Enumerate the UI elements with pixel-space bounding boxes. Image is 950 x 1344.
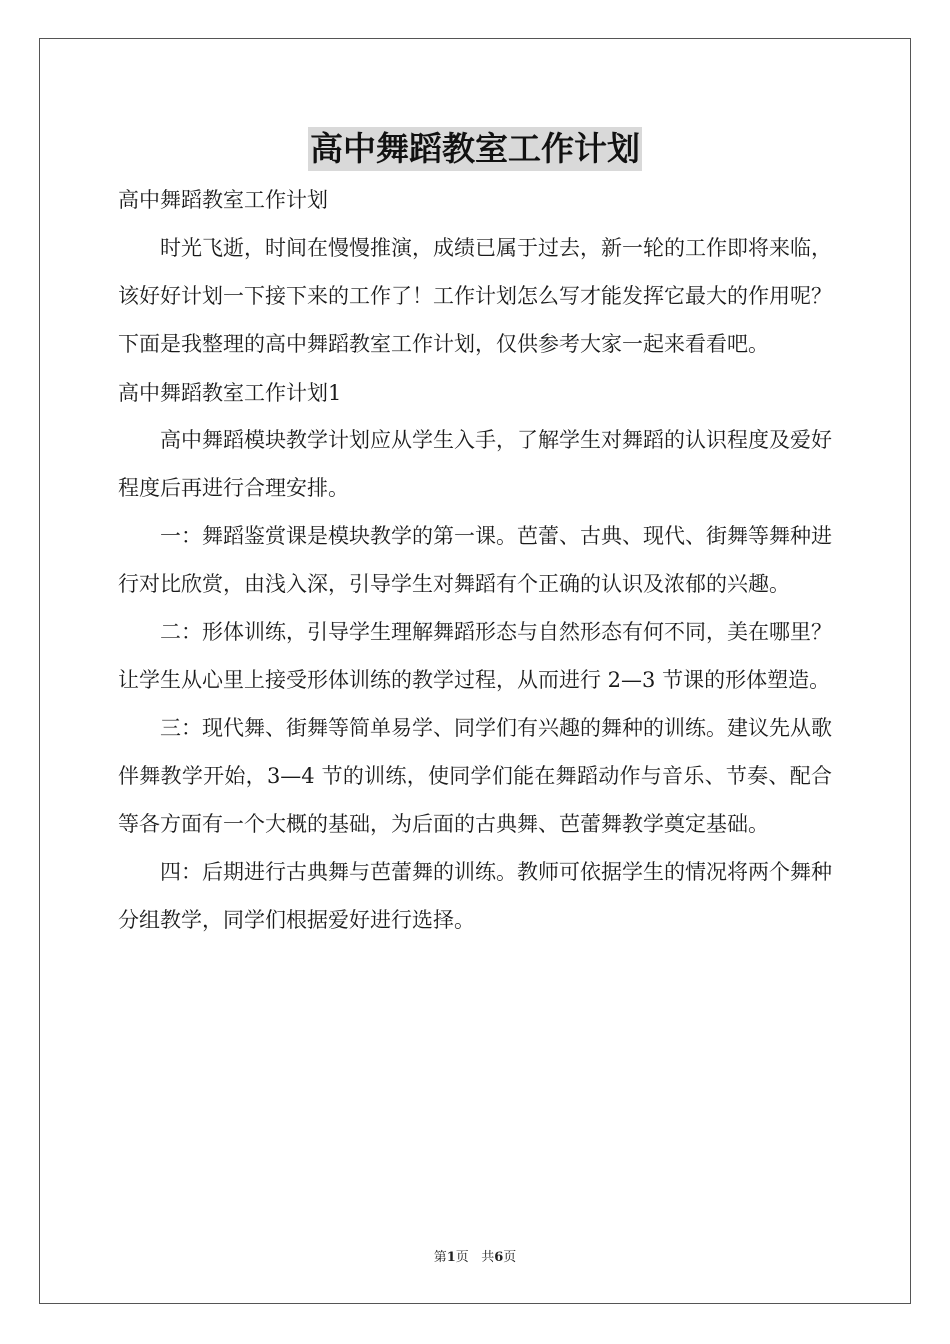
page-total: 6: [494, 1250, 504, 1265]
paragraph-step-3: 三：现代舞、街舞等简单易学、同学们有兴趣的舞种的训练。建议先从歌伴舞教学开始，3—4 节的训练，使同学们能在舞蹈动作与音乐、节奏、配合等各方面有一个大概的基础，为后面的古典舞、芭蕾舞教学奠定基础。: [118, 716, 832, 836]
paragraph-intro: 时光飞逝，时间在慢慢推演，成绩已属于过去，新一轮的工作即将来临，该好好计划一下接下来的工作了！工作计划怎么写才能发挥它最大的作用呢？下面是我整理的高中舞蹈教室工作计划，仅供参考大家一起来看看吧。: [118, 236, 832, 356]
page-prefix: 第: [433, 1250, 447, 1265]
total-prefix: 共: [481, 1250, 495, 1265]
page-suffix: 页: [455, 1250, 469, 1265]
document-subtitle: 高中舞蹈教室工作计划: [118, 188, 328, 212]
paragraph-overview: 高中舞蹈模块教学计划应从学生入手，了解学生对舞蹈的认识程度及爱好程度后再进行合理安排。: [118, 428, 832, 500]
total-suffix: 页: [503, 1250, 517, 1265]
paragraph-step-2: 二：形体训练，引导学生理解舞蹈形态与自然形态有何不同，美在哪里？让学生从心里上接受形体训练的教学过程，从而进行 2—3 节课的形体塑造。: [118, 620, 832, 692]
paragraph-step-4: 四：后期进行古典舞与芭蕾舞的训练。教师可依据学生的情况将两个舞种分组教学，同学们根据爱好进行选择。: [118, 860, 832, 932]
document-body: [118, 176, 832, 944]
page-footer: [0, 1246, 950, 1265]
title-container: [0, 127, 950, 171]
document-title: 高中舞蹈教室工作计划: [308, 127, 642, 171]
page-current: 1: [446, 1250, 456, 1265]
paragraph-step-1: 一：舞蹈鉴赏课是模块教学的第一课。芭蕾、古典、现代、街舞等舞种进行对比欣赏，由浅入深，引导学生对舞蹈有个正确的认识及浓郁的兴趣。: [118, 524, 832, 596]
section-heading: 高中舞蹈教室工作计划1: [118, 381, 342, 405]
